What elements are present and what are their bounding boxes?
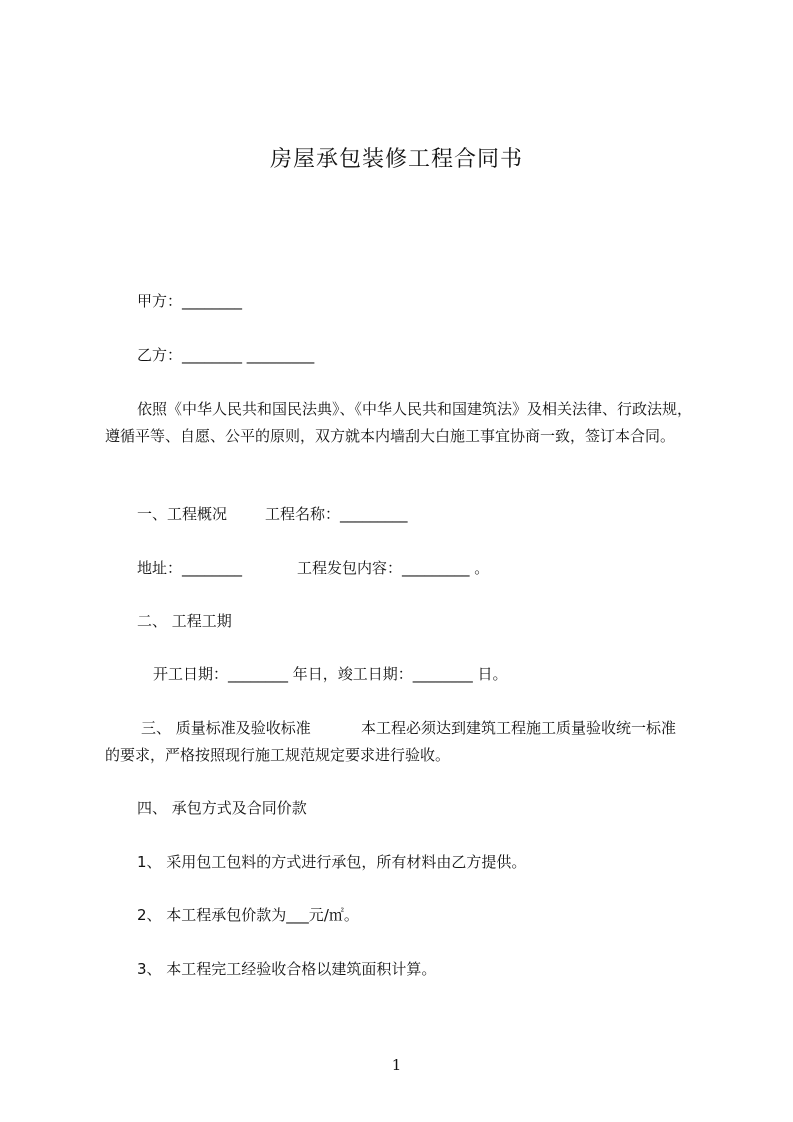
- section-2-heading: 二、 工程工期: [137, 612, 232, 630]
- project-content-field: 工程发包内容：_________ 。: [297, 559, 490, 577]
- party-a-line: 甲方：________: [137, 292, 243, 310]
- page-number: 1: [391, 1056, 402, 1074]
- work-dates-line: 开工日期：________ 年日，竣工日期：________ 日。: [153, 665, 508, 683]
- section-1-heading: 一、工程概况: [137, 505, 228, 523]
- project-name-field: 工程名称：_________: [265, 505, 408, 523]
- document-title: 房屋承包装修工程合同书: [269, 147, 523, 172]
- section-4-item-3: 3、 本工程完工经验收合格以建筑面积计算。: [137, 960, 437, 978]
- party-b-line: 乙方：________ _________: [137, 346, 315, 364]
- section-4-item-1: 1、 采用包工包料的方式进行承包，所有材料由乙方提供。: [137, 853, 527, 871]
- section-3-text-start: 本工程必须达到建筑工程施工质量验收统一标准: [361, 719, 677, 737]
- section-3-heading: 三、 质量标准及验收标准: [141, 719, 311, 737]
- intro-paragraph: 依照《中华人民共和国民法典》、《中华人民共和国建筑法》及相关法律、行政法规，遵循平等、自愿、公平的原则，双方就本内墙刮大白施工事宜协商一致，签订本合同。: [105, 400, 693, 445]
- section-3-text-end: 的要求，严格按照现行施工规范规定要求进行验收。: [105, 746, 451, 764]
- section-4-item-2: 2、 本工程承包价款为___元/㎡。: [137, 906, 359, 924]
- section-4-heading: 四、 承包方式及合同价款: [137, 799, 307, 817]
- address-field: 地址：________: [137, 559, 243, 577]
